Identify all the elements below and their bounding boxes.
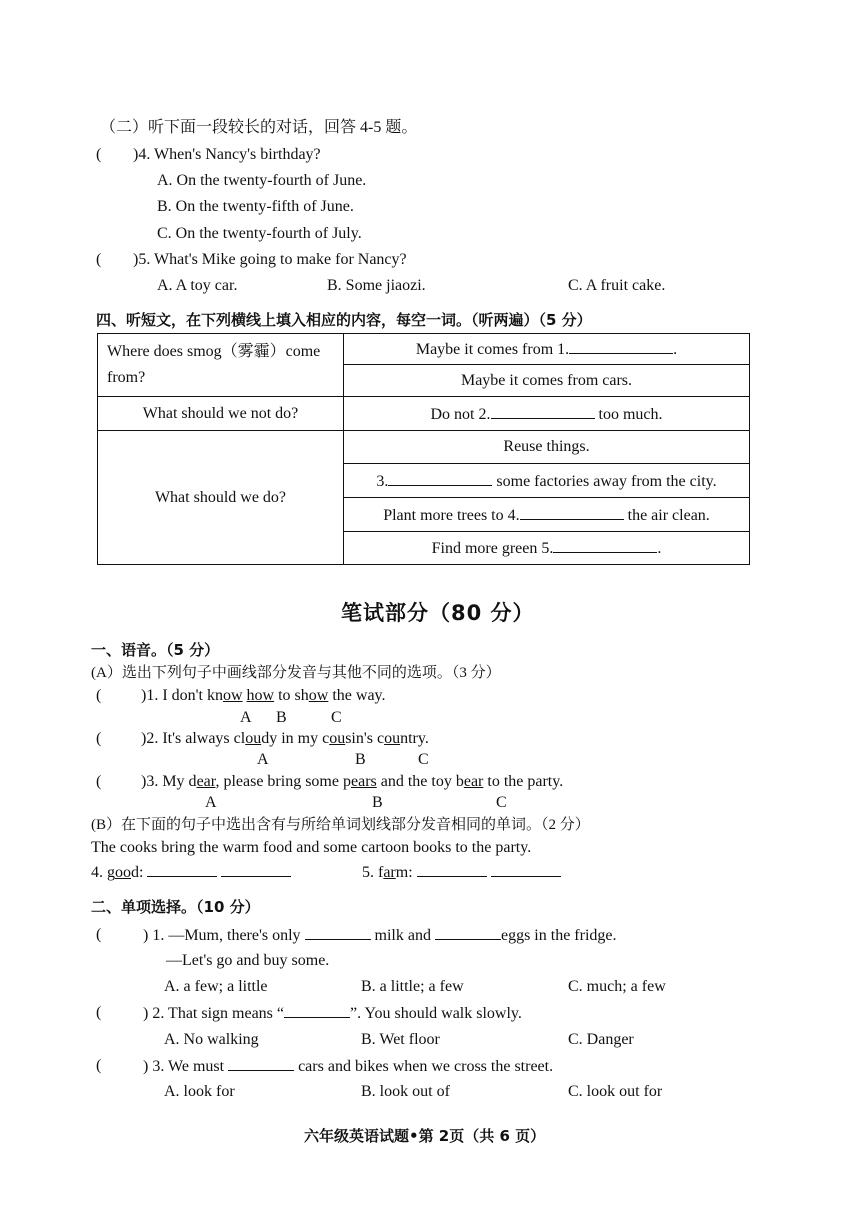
phonics-q1-underline-b: how [246, 687, 275, 704]
row3-answer3 [344, 498, 750, 532]
phonics-q3-pre: )3. My d [141, 773, 197, 790]
phonics-q3 [141, 772, 563, 792]
blank-1[interactable] [569, 339, 673, 354]
page-footer: 六年级英语试题•第 2页（共 6 页） [304, 1127, 546, 1145]
mc-q1-option-c: C. much; a few [568, 978, 666, 995]
phonics-q4-pre: 4. g [91, 864, 115, 881]
mc-q1-option-a: A. a few; a little [164, 978, 268, 995]
phonics-q3-underline-a: ear [196, 773, 216, 790]
phonics-q5-blank-2[interactable] [491, 862, 561, 877]
phonics-q1-post: the way. [328, 687, 386, 704]
q5-option-b: B. Some jiaozi. [327, 277, 426, 294]
phonics-q5-blank-1[interactable] [417, 862, 487, 877]
phonics-q1-label-a: A [240, 709, 252, 726]
mc-q1 [143, 925, 617, 946]
phonics-q4 [91, 862, 291, 883]
phonics-q4-underline: oo [115, 864, 131, 881]
phonics-q3-label-a: A [205, 794, 217, 811]
mc-q2-text-b: ”. You should walk slowly. [350, 1005, 522, 1022]
phonics-q2-mid2: sin's c [345, 730, 385, 747]
phonics-part-b-instruction: (B）在下面的句子中选出含有与所给单词划线部分发音相同的单词。（2 分） [91, 817, 590, 833]
phonics-q5-post: m: [395, 864, 413, 881]
phonics-q3-underline-b: ears [350, 773, 377, 790]
phonics-q3-mid1: , please bring some p [215, 773, 351, 790]
phonics-q3-label-b: B [372, 794, 383, 811]
mc-q1-option-b: B. a little; a few [361, 978, 464, 995]
mc-q3 [143, 1056, 553, 1077]
phonics-q1-mid2: to sh [274, 687, 309, 704]
q4-option-b: B. On the twenty-fifth of June. [157, 198, 354, 215]
row2-answer [344, 397, 750, 431]
mc-q1-blank-2[interactable] [435, 925, 501, 940]
blank2-suffix: too much. [598, 405, 663, 423]
phonics-q1-paren[interactable]: ( [96, 687, 102, 704]
phonics-q3-post: to the party. [483, 773, 564, 790]
phonics-q2-paren[interactable]: ( [96, 730, 102, 747]
row1-question-line1: Where does smog（雾霾）come [107, 343, 321, 360]
row2-question: What should we not do? [98, 397, 344, 431]
blank4-suffix: the air clean. [627, 506, 710, 524]
smog-table [97, 333, 750, 565]
phonics-q4-post: d: [131, 864, 144, 881]
blank-2[interactable] [491, 404, 595, 419]
q4-option-a: A. On the twenty-fourth of June. [157, 172, 367, 189]
q4-option-c: C. On the twenty-fourth of July. [157, 225, 362, 242]
q5-answer-paren[interactable]: ( [96, 251, 102, 268]
mc-q2-text-a: ) 2. That sign means “ [143, 1005, 285, 1022]
q5-option-c: C. A fruit cake. [568, 277, 666, 294]
phonics-q2-underline-a: ou [245, 730, 262, 747]
blank-4[interactable] [520, 505, 624, 520]
row1-answer2: Maybe it comes from cars. [344, 365, 750, 397]
q5-option-a: A. A toy car. [157, 277, 238, 294]
mc-q3-option-c: C. look out for [568, 1083, 663, 1100]
row3-answer4 [344, 532, 750, 565]
phonics-q1-underline-c: ow [308, 687, 329, 704]
blank1-prefix: Maybe it comes from 1. [415, 341, 570, 358]
row1-question-line2: from? [107, 369, 146, 386]
phonics-heading: 一、语音。（5 分） [91, 641, 220, 659]
q4-question: )4. When's Nancy's birthday? [133, 146, 321, 163]
row3-question: What should we do? [98, 431, 344, 565]
phonics-q3-paren[interactable]: ( [96, 773, 102, 790]
section4-heading: 四、听短文，在下列横线上填入相应的内容，每空一词。（听两遍）（5 分） [96, 311, 592, 329]
phonics-q5 [362, 862, 561, 883]
phonics-q1-pre: )1. I don't kn [141, 687, 223, 704]
phonics-q2-label-b: B [355, 751, 366, 768]
blank5-suffix: . [657, 540, 662, 557]
part2-heading: （二）听下面一段较长的对话，回答 4-5 题。 [100, 119, 418, 136]
phonics-q2 [141, 729, 429, 749]
row3-answer2 [344, 464, 750, 498]
phonics-q1-label-c: C [331, 709, 342, 726]
phonics-q2-label-a: A [257, 751, 269, 768]
phonics-q2-post: ntry. [400, 730, 429, 747]
phonics-part-b-sentence: The cooks bring the warm food and some cartoon books to the party. [91, 839, 532, 856]
mc-q3-paren[interactable]: ( [96, 1057, 102, 1074]
mc-q1-text-c: eggs in the fridge. [500, 927, 617, 944]
row3-answer1: Reuse things. [344, 431, 750, 464]
blank1-suffix: . [673, 341, 678, 358]
phonics-q4-blank-2[interactable] [221, 862, 291, 877]
row1-answer1 [344, 334, 750, 365]
phonics-q2-label-c: C [418, 751, 429, 768]
mc-q2-paren[interactable]: ( [96, 1004, 102, 1021]
mc-q3-option-b: B. look out of [361, 1083, 450, 1100]
mc-heading: 二、单项选择。（10 分） [91, 898, 260, 916]
phonics-q2-underline-b: ou [329, 730, 346, 747]
blank3-suffix: some factories away from the city. [496, 472, 717, 490]
mc-q1-blank-1[interactable] [305, 925, 371, 940]
phonics-part-a-instruction: (A）选出下列句子中画线部分发音与其他不同的选项。（3 分） [91, 665, 501, 681]
q4-answer-paren[interactable]: ( [96, 146, 102, 163]
phonics-q3-label-c: C [496, 794, 507, 811]
mc-q2-option-b: B. Wet floor [361, 1031, 440, 1048]
mc-q2-option-c: C. Danger [568, 1031, 634, 1048]
blank4-prefix: Plant more trees to 4. [383, 506, 520, 524]
phonics-q1-underline-a: ow [222, 687, 243, 704]
phonics-q1-label-b: B [276, 709, 287, 726]
mc-q3-text-a: ) 3. We must [143, 1058, 225, 1075]
phonics-q2-pre: )2. It's always cl [141, 730, 246, 747]
q5-question: )5. What's Mike going to make for Nancy? [133, 251, 407, 268]
phonics-q5-pre: 5. f [362, 864, 384, 881]
blank3-prefix: 3. [376, 472, 389, 490]
mc-q2-blank[interactable] [284, 1003, 350, 1018]
phonics-q3-mid2: and the toy b [376, 773, 464, 790]
mc-q1-text-a: ) 1. —Mum, there's only [143, 927, 301, 944]
phonics-q1 [141, 686, 386, 706]
mc-q3-blank[interactable] [228, 1056, 294, 1071]
mc-q3-text-b: cars and bikes when we cross the street. [298, 1058, 554, 1075]
phonics-q2-mid1: dy in my c [261, 730, 330, 747]
mc-q1-line2: —Let's go and buy some. [166, 952, 330, 969]
blank-3[interactable] [388, 471, 492, 486]
row1-question [98, 334, 344, 397]
blank5-prefix: Find more green 5. [431, 540, 554, 557]
mc-q1-paren[interactable]: ( [96, 926, 102, 943]
mc-q3-option-a: A. look for [164, 1083, 235, 1100]
phonics-q3-underline-c: ear [463, 773, 484, 790]
blank-5[interactable] [553, 538, 657, 553]
mc-q1-text-b: milk and [374, 927, 431, 944]
phonics-q4-blank-1[interactable] [147, 862, 217, 877]
phonics-q5-underline: ar [383, 864, 396, 881]
mc-q2-option-a: A. No walking [164, 1031, 259, 1048]
phonics-q2-underline-c: ou [384, 730, 401, 747]
blank2-prefix: Do not 2. [430, 405, 491, 423]
mc-q2 [143, 1003, 522, 1024]
written-section-title: 笔试部分（80 分） [341, 601, 535, 625]
